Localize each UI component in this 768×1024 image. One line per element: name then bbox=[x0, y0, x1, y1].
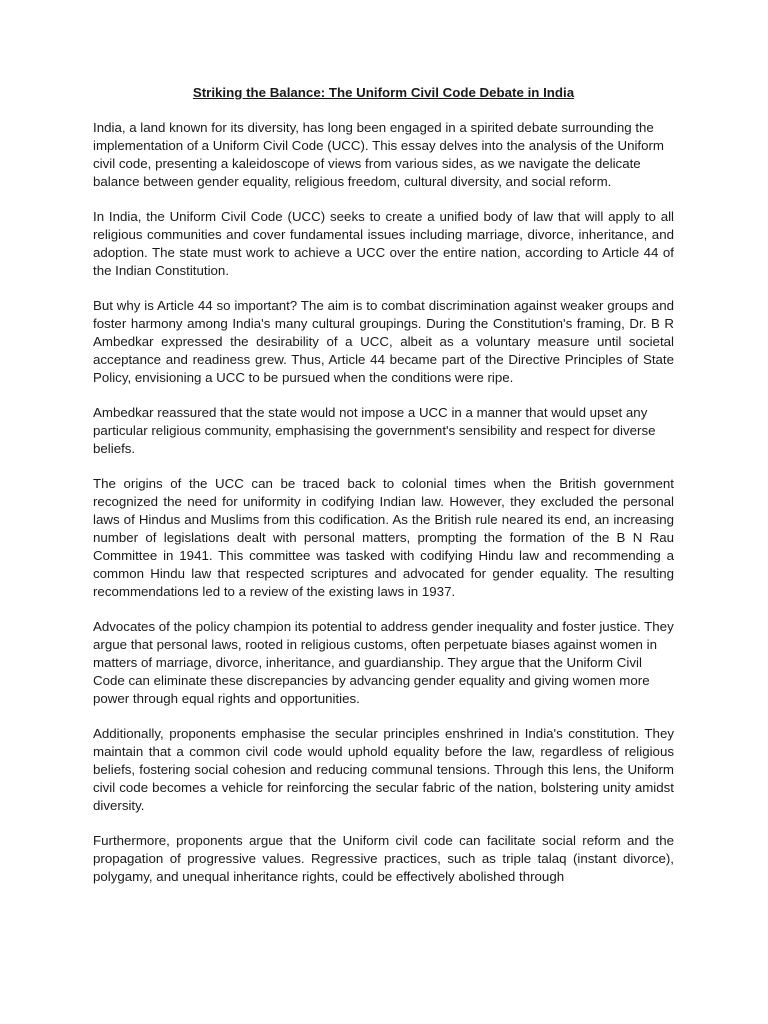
document-page bbox=[93, 84, 674, 903]
document-title: Striking the Balance: The Uniform Civil Code Debate in India bbox=[192, 85, 575, 100]
paragraph-ambedkar: Ambedkar reassured that the state would not impose a UCC in a manner that would upset any particular religious community, emphasising the government's sensibility and respect for diverse beliefs. bbox=[93, 405, 656, 456]
paragraph-social-reform: Furthermore, proponents argue that the Uniform civil code can facilitate social reform and the propagation of progressive values. Regressive practices, such as triple talaq (instant divorce), polygamy, and unequal inheritance rights, could be effectively abolished through bbox=[93, 833, 674, 884]
paragraph-origins: The origins of the UCC can be traced back to colonial times when the British government recognized the need for uniformity in codifying Indian law. However, they excluded the personal laws of Hindus and Muslims from this codification. As the British rule neared its end, an increasing number of legislations dealt with personal matters, prompting the formation of the B N Rau Committee in 1941. This committee was tasked with codifying Hindu law and recommending a common Hindu law that respected scriptures and advocated for gender equality. The resulting recommendations led to a review of the existing laws in 1937. bbox=[93, 476, 674, 599]
paragraph-advocates: Advocates of the policy champion its potential to address gender inequality and foster justice. They argue that personal laws, rooted in religious customs, often perpetuate biases against women in matters of marriage, divorce, inheritance, and guardianship. They argue that the Uniform Civil Code can eliminate these discrepancies by advancing gender equality and giving women more power through equal rights and opportunities. bbox=[93, 619, 674, 706]
paragraph-introduction: India, a land known for its diversity, has long been engaged in a spirited debate surrounding the implementation of a Uniform Civil Code (UCC). This essay delves into the analysis of the Uniform civil code, presenting a kaleidoscope of views from various sides, as we navigate the delicate balance between gender equality, religious freedom, cultural diversity, and social reform. bbox=[93, 120, 665, 189]
paragraph-article-44: But why is Article 44 so important? The aim is to combat discrimination against weaker groups and foster harmony among India's many cultural groupings. During the Constitution's framing, Dr. B R Ambedkar expressed the desirability of a UCC, albeit as a voluntary measure until societal acceptance and readiness grew. Thus, Article 44 became part of the Directive Principles of State Policy, envisioning a UCC to be pursued when the conditions were ripe. bbox=[93, 298, 674, 385]
paragraph-secular-principles: Additionally, proponents emphasise the secular principles enshrined in India's constitution. They maintain that a common civil code would uphold equality before the law, regardless of religious beliefs, fostering social cohesion and reducing communal tensions. Through this lens, the Uniform civil code becomes a vehicle for reinforcing the secular fabric of the nation, bolstering unity amidst diversity. bbox=[93, 726, 674, 813]
paragraph-ucc-definition: In India, the Uniform Civil Code (UCC) seeks to create a unified body of law that will apply to all religious communities and cover fundamental issues including marriage, divorce, inheritance, and adoption. The state must work to achieve a UCC over the entire nation, according to Article 44 of the Indian Constitution. bbox=[93, 209, 674, 278]
